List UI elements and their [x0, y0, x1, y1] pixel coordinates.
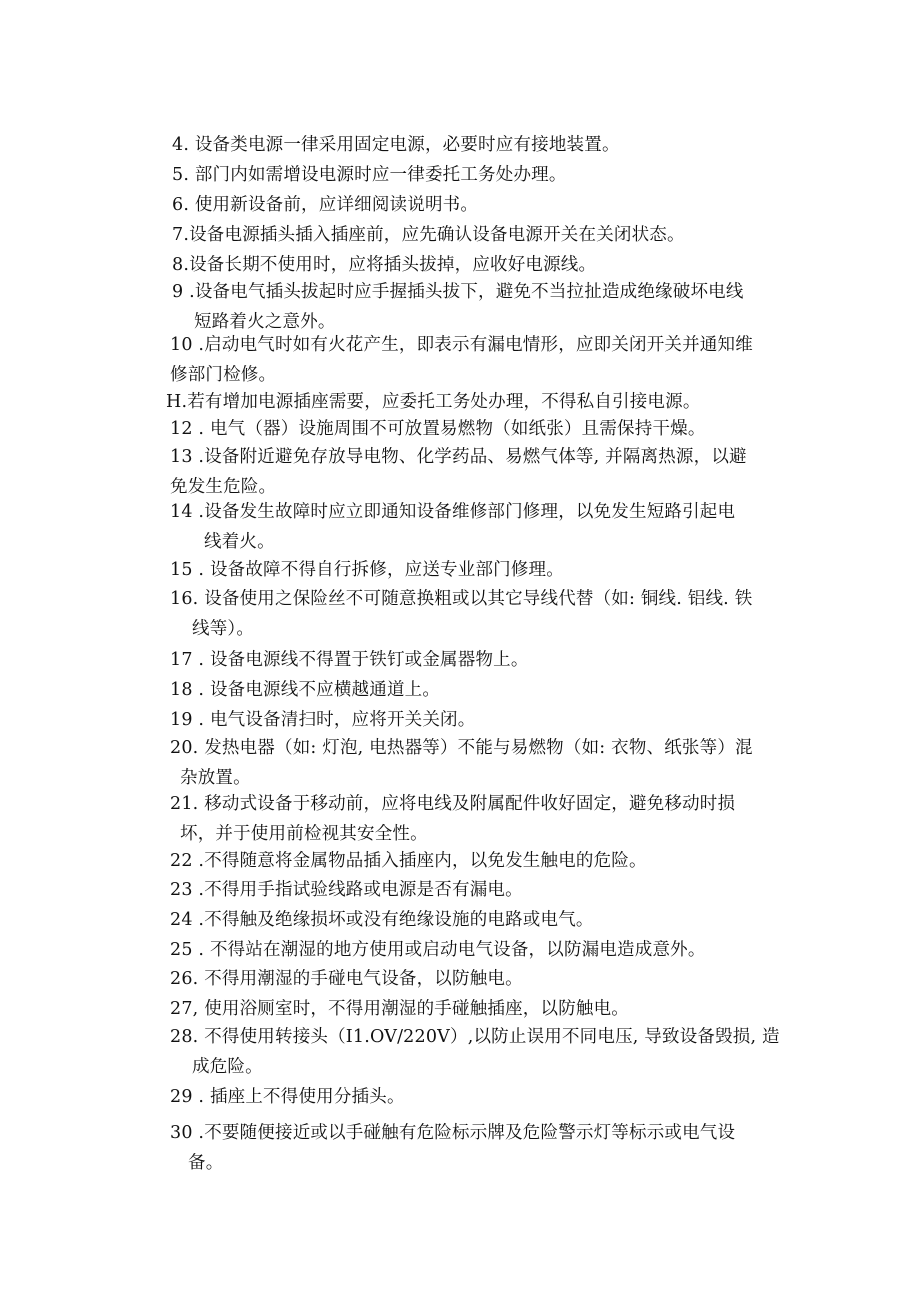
list-item [170, 994, 822, 1024]
list-item-line: 13 .设备附近避免存放导电物、化学药品、易燃气体等, 并隔离热源，以避 [170, 447, 747, 467]
list-item-line: 29 . 插座上不得使用分插头。 [170, 1087, 405, 1107]
list-item-line: 9 .设备电气插头拔起时应手握插头拔下，避免不当拉扯造成绝缘破坏电线 [172, 282, 744, 302]
list-item [172, 130, 824, 160]
list-item-line: 22 .不得随意将金属物品插入插座内，以免发生触电的危险。 [170, 851, 647, 871]
list-item [170, 497, 822, 557]
list-item-line: 线等）。 [192, 619, 255, 639]
list-item-line: 杂放置。 [180, 768, 251, 788]
list-item-line: 20. 发热电器（如: 灯泡, 电热器等）不能与易燃物（如: 衣物、纸张等）混 [170, 738, 753, 758]
list-item [170, 705, 822, 735]
list-item-line: 备。 [188, 1153, 224, 1173]
list-item [170, 846, 822, 876]
list-item [170, 935, 822, 965]
list-item-line: 14 .设备发生故障时应立即通知设备维修部门修理，以免发生短路引起电 [170, 502, 736, 522]
list-item-line: 23 .不得用手指试验线路或电源是否有漏电。 [170, 880, 523, 900]
list-item-line: 28. 不得使用转接头（I1.OV/220V）,以防止误用不同电压, 导致设备毁损, 造 [170, 1027, 780, 1047]
list-item [172, 277, 824, 337]
list-item [172, 220, 824, 250]
list-item [170, 414, 822, 444]
list-item [170, 875, 822, 905]
list-item-line: 线着火。 [204, 532, 275, 552]
list-item-line: 27, 使用浴厕室时，不得用潮湿的手碰触插座，以防触电。 [170, 999, 629, 1019]
list-item-line: 30 .不要随便接近或以手碰触有危险标示牌及危险警示灯等标示或电气设 [170, 1123, 736, 1143]
list-item-line: 6. 使用新设备前，应详细阅读说明书。 [172, 195, 479, 215]
list-item-line: 坏，并于使用前检视其安全性。 [180, 824, 428, 844]
list-item-line: 7.设备电源插头插入插座前，应先确认设备电源开关在关闭状态。 [172, 225, 685, 245]
list-item [170, 1082, 822, 1112]
list-item [170, 905, 822, 935]
list-item [172, 250, 824, 280]
list-item-line: 4. 设备类电源一律采用固定电源，必要时应有接地装置。 [172, 135, 620, 155]
list-item-line: 15 . 设备故障不得自行拆修，应送专业部门修理。 [170, 560, 564, 580]
list-item-line: 17 . 设备电源线不得置于铁钉或金属器物上。 [170, 650, 529, 670]
list-item [170, 555, 822, 585]
list-item-line: 18 . 设备电源线不应横越通道上。 [170, 680, 441, 700]
list-item [170, 1022, 822, 1082]
list-item-line: 8.设备长期不使用时，应将插头拔掉，应收好电源线。 [172, 255, 597, 275]
list-item [170, 442, 822, 502]
list-item-line: 短路着火之意外。 [194, 312, 336, 332]
list-item-line: 25 . 不得站在潮湿的地方使用或启动电气设备，以防漏电造成意外。 [170, 940, 706, 960]
list-item-line: 12 . 电气（器）设施周围不可放置易燃物（如纸张）且需保持干燥。 [170, 419, 706, 439]
list-item [170, 330, 822, 390]
list-item [172, 160, 824, 190]
list-item-line: 修部门检修。 [170, 365, 277, 385]
list-item [170, 645, 822, 675]
list-item-line: 26. 不得用潮湿的手碰电气设备，以防触电。 [170, 969, 523, 989]
list-item [170, 733, 822, 793]
list-item-line: 免发生危险。 [170, 477, 277, 497]
list-item [170, 789, 822, 849]
list-item-line: 24 .不得触及绝缘损坏或没有绝缘设施的电路或电气。 [170, 910, 594, 930]
list-item [166, 387, 818, 417]
list-item-line: 16. 设备使用之保险丝不可随意换粗或以其它导线代替（如: 铜线. 铝线. 铁 [170, 589, 753, 609]
list-item [170, 1118, 822, 1178]
list-item-line: 19 . 电气设备清扫时，应将开关关闭。 [170, 710, 476, 730]
list-item-line: H.若有增加电源插座需要，应委托工务处办理，不得私自引接电源。 [166, 392, 701, 412]
list-item-line: 5. 部门内如需增设电源时应一律委托工务处办理。 [172, 165, 567, 185]
list-item-line: 21. 移动式设备于移动前，应将电线及附属配件收好固定，避免移动时损 [170, 794, 736, 814]
list-item-line: 成危险。 [192, 1057, 263, 1077]
list-item-line: 10 .启动电气时如有火花产生，即表示有漏电情形，应即关闭开关并通知维 [170, 335, 753, 355]
list-item [170, 584, 822, 644]
list-item [170, 964, 822, 994]
list-item [172, 190, 824, 220]
list-item [170, 675, 822, 705]
